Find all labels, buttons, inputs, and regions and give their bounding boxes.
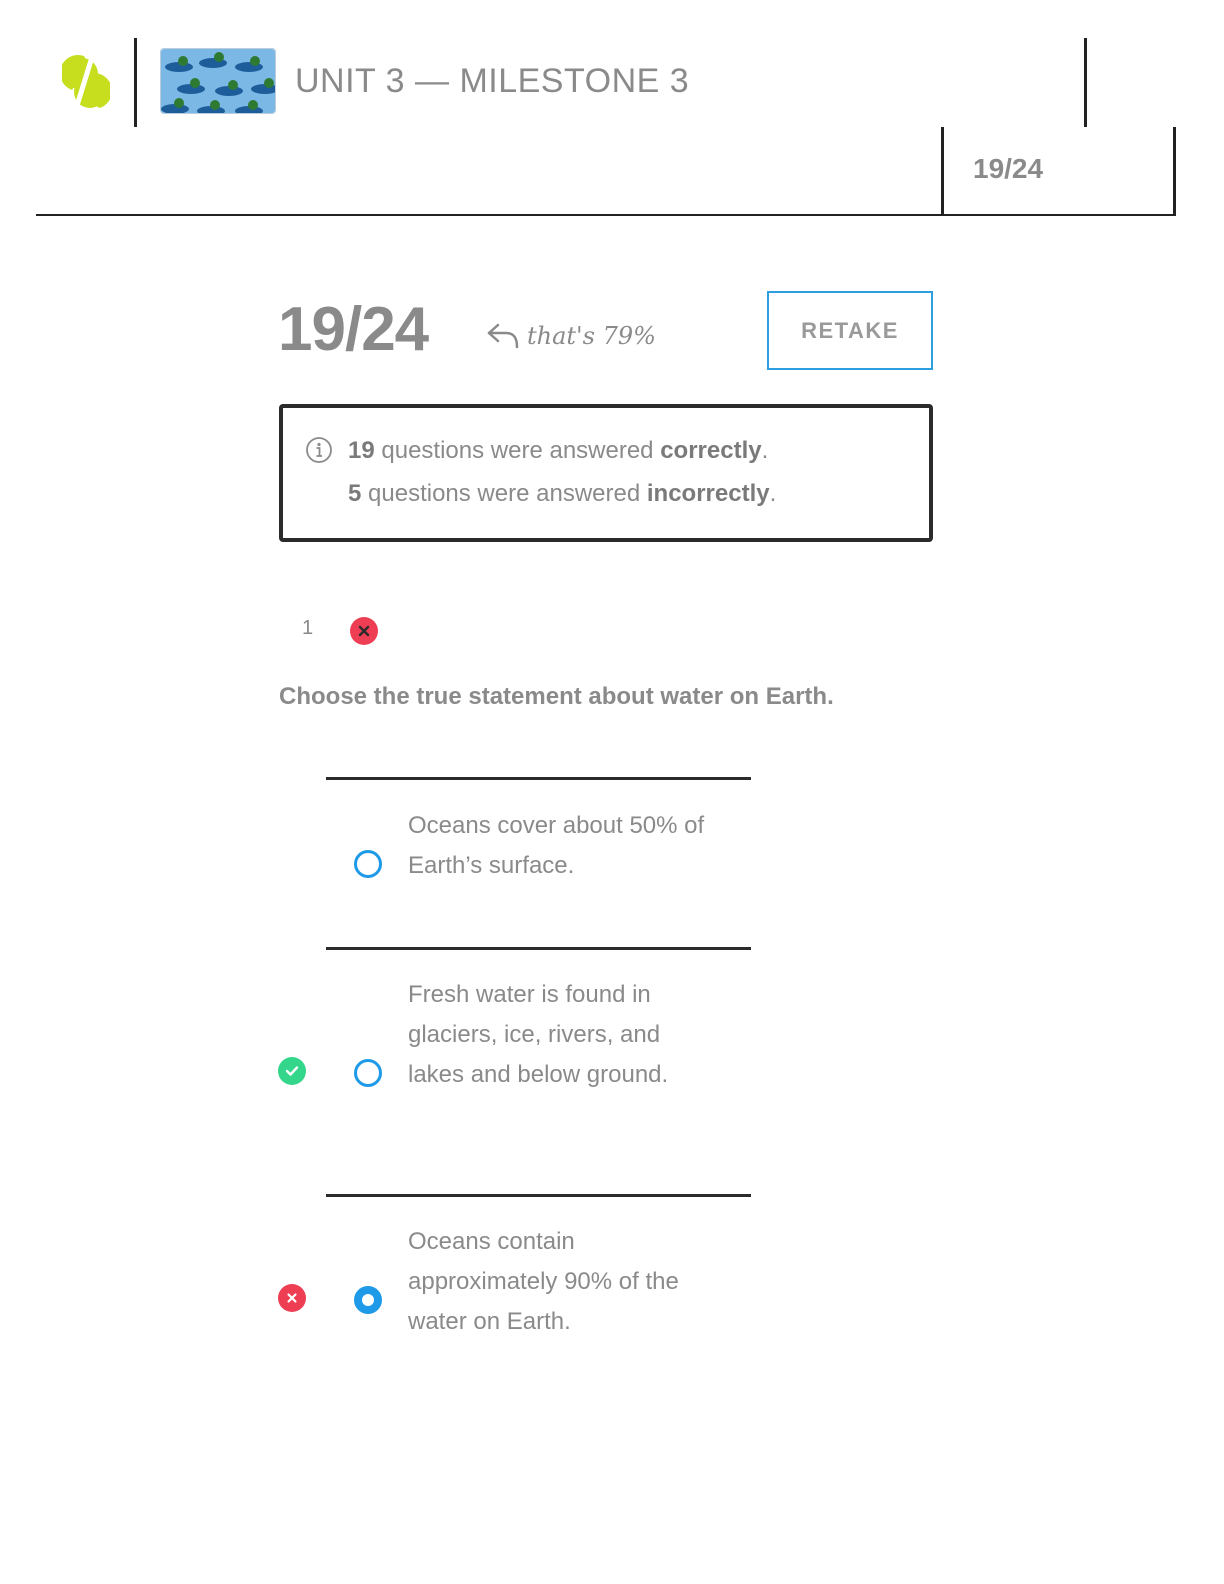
- x-icon: [286, 1292, 298, 1304]
- question-wrong-badge: [350, 617, 378, 645]
- header-right-divider: [1084, 38, 1087, 127]
- header-divider: [134, 38, 137, 127]
- x-icon: [358, 625, 370, 637]
- option-text-2: Fresh water is found in glaciers, ice, rivers, and lakes and below ground.: [408, 981, 669, 1088]
- summary-correct-line: [348, 437, 768, 465]
- question-number: 1: [302, 617, 314, 639]
- incorrect-text: questions were answered: [361, 480, 647, 507]
- correct-count: 19: [348, 437, 375, 464]
- sophia-logo-icon: [62, 52, 110, 114]
- header-bottom-rule: [36, 214, 1176, 216]
- option-divider: [326, 947, 751, 950]
- score-tab-left-border: [941, 127, 944, 216]
- retake-button[interactable]: RETAKE: [767, 291, 933, 370]
- option-radio-1[interactable]: [354, 850, 382, 878]
- question-text: Choose the true statement about water on Earth.: [279, 683, 834, 710]
- big-score: 19/24: [278, 295, 429, 364]
- option-text-3: Oceans contain approximately 90% of the water on Earth.: [408, 1228, 679, 1335]
- correct-text: questions were answered: [374, 437, 661, 464]
- option-radio-2[interactable]: [354, 1059, 382, 1087]
- incorrect-answer-badge: [278, 1284, 306, 1312]
- period: .: [769, 480, 777, 507]
- correct-word: correctly: [660, 437, 762, 464]
- option-divider: [326, 1194, 751, 1197]
- option-text-1: Oceans cover about 50% of Earth’s surface.: [408, 812, 705, 879]
- percentage-note: that's 79%: [527, 322, 656, 350]
- period: .: [761, 437, 769, 464]
- summary-incorrect-line: [348, 480, 776, 508]
- curved-arrow-icon: [486, 321, 520, 349]
- unit-thumbnail: [160, 48, 276, 114]
- option-divider: [326, 777, 751, 780]
- score-tab: 19/24: [973, 153, 1044, 184]
- unit-title: UNIT 3 — MILESTONE 3: [295, 62, 690, 100]
- option-radio-3[interactable]: [354, 1286, 382, 1314]
- incorrect-word: incorrectly: [646, 480, 770, 507]
- info-icon: [305, 436, 333, 464]
- score-tab-right-border: [1173, 127, 1176, 216]
- incorrect-count: 5: [348, 480, 362, 507]
- results-summary-box: [279, 404, 933, 542]
- checkmark-icon: [285, 1065, 299, 1077]
- correct-answer-badge: [278, 1057, 306, 1085]
